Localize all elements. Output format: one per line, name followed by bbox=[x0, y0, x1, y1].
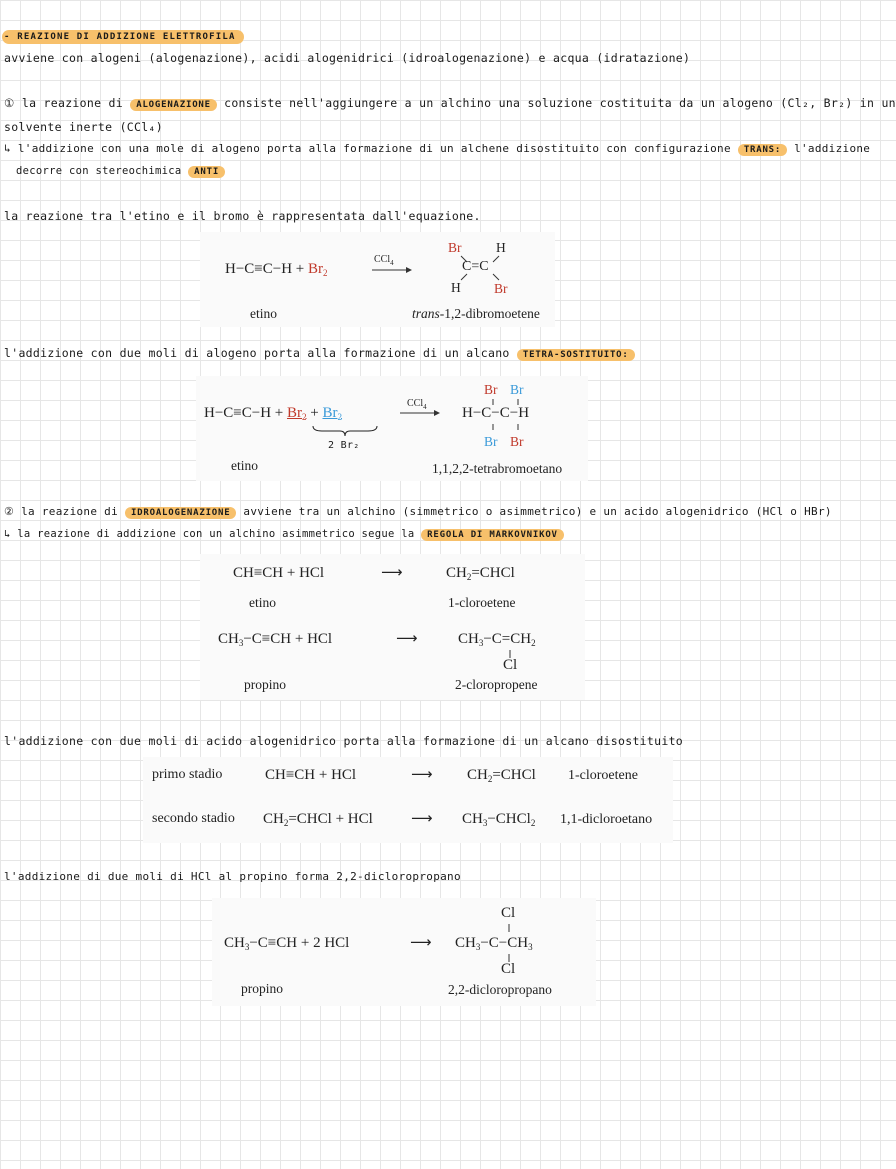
stage-1-label: primo stadio bbox=[152, 767, 223, 782]
eq1-bond-lines bbox=[455, 252, 505, 282]
stage-2-right-mid: −CHCl bbox=[487, 811, 531, 827]
eq6-left bbox=[224, 935, 349, 952]
eq2-bot-br-1: Br bbox=[484, 434, 498, 449]
eq2-top-br-1: Br bbox=[484, 382, 498, 397]
tetra-line bbox=[4, 346, 635, 360]
eq1-catalyst-sub: 4 bbox=[390, 259, 394, 267]
keyword-idroalogenazione: IDROALOGENAZIONE bbox=[125, 507, 237, 519]
eq2-label-left: etino bbox=[231, 458, 258, 473]
eq4-left-pre: CH bbox=[218, 631, 239, 647]
eq4-right-sub2: 2 bbox=[531, 638, 536, 648]
text-fragment: la reazione di bbox=[21, 505, 119, 518]
eq1-prod-core: C=C bbox=[462, 259, 489, 274]
eq6-bond-top bbox=[508, 923, 512, 933]
dual-addition-line: l'addizione con due moli di acido alogenidrico porta alla formazione di un alcano disostituito bbox=[4, 734, 684, 748]
eq2-bond-lines bbox=[484, 397, 534, 433]
eq4-right-sub: 3 bbox=[478, 638, 484, 648]
stage-1-right-pre: CH bbox=[467, 767, 488, 783]
stage-1-left: CH≡CH + HCl bbox=[265, 767, 357, 783]
alogenazione-line-2: solvente inerte (CCl₄) bbox=[4, 120, 163, 134]
eq2-bromine-b bbox=[322, 405, 342, 421]
eq6-chlorine-bottom: Cl bbox=[501, 961, 516, 977]
eq2-bromine-a bbox=[287, 405, 307, 421]
eq6-left-sub: 3 bbox=[244, 942, 250, 952]
text-fragment: ↳ la reazione di addizione con un alchino asimmetrico segue la bbox=[4, 528, 415, 540]
eq1-reactants bbox=[225, 261, 328, 278]
stage-2-left-post: =CHCl + HCl bbox=[288, 811, 373, 827]
text-fragment: avviene tra un alchino (simmetrico o asimmetrico) e un acido alogenidrico (HCl o HBr) bbox=[243, 505, 832, 518]
eq6-chlorine-top: Cl bbox=[501, 905, 516, 921]
eq6-label-right: 2,2-dicloropropano bbox=[448, 982, 552, 997]
title-highlight: - REAZIONE DI ADDIZIONE ELETTROFILA bbox=[2, 30, 244, 44]
eq6-right-pre: CH bbox=[455, 935, 476, 951]
eq2-br-a-symbol: Br bbox=[287, 405, 303, 421]
eq3-left: CH≡CH + HCl bbox=[233, 565, 325, 581]
stage-2-arrow: ⟶ bbox=[411, 809, 433, 827]
eq2-ethyne: H−C≡C−H + bbox=[204, 405, 288, 421]
text-fragment: ↳ l'addizione con una mole di alogeno porta alla formazione di un alchene disostituito con configurazione bbox=[4, 142, 731, 155]
page-title bbox=[2, 28, 244, 42]
eq3-label-right: 1-cloroetene bbox=[448, 595, 516, 610]
eq6-right-mid: −C−CH bbox=[480, 935, 529, 951]
eq2-label-right: 1,1,2,2-tetrabromoetano bbox=[432, 461, 563, 476]
eq1-prod-br-top: Br bbox=[448, 240, 462, 255]
eq6-left-pre: CH bbox=[224, 935, 245, 951]
keyword-tetra-sostituito: TETRA-SOSTITUITO: bbox=[517, 349, 635, 361]
eq1-prod-h-top: H bbox=[496, 240, 506, 255]
eq3-right-pre: CH bbox=[446, 565, 467, 581]
intro-line: avviene con alogeni (alogenazione), acidi alogenidrici (idroalogenazione) e acqua (idratazione) bbox=[4, 51, 691, 65]
eq4-right-mid: −C=CH bbox=[483, 631, 532, 647]
eq6-left-post: −C≡CH + 2 HCl bbox=[249, 935, 350, 951]
eq1-label-rest: -1,2-dibromoetene bbox=[439, 306, 540, 321]
eq1-catalyst-text: CCl bbox=[374, 254, 391, 265]
eq1-bromine-sub: 2 bbox=[323, 268, 328, 278]
eq1-bromine bbox=[308, 261, 328, 277]
stage-2-left-sub: 2 bbox=[283, 818, 289, 828]
alogenazione-line-4 bbox=[16, 165, 225, 177]
eq3-label-left: etino bbox=[249, 595, 276, 610]
eq4-left-post: −C≡CH + HCl bbox=[243, 631, 333, 647]
keyword-alogenazione: ALOGENAZIONE bbox=[130, 99, 217, 111]
eq2-catalyst-text: CCl bbox=[407, 398, 424, 409]
eq2-product-core: H−C−C−H bbox=[462, 405, 530, 421]
stage-2-label: secondo stadio bbox=[152, 811, 235, 826]
eq6-arrow: ⟶ bbox=[410, 933, 432, 951]
text-fragment: la reazione di bbox=[21, 96, 123, 110]
propyne-line: l'addizione di due moli di HCl al propino forma 2,2-dicloropropano bbox=[4, 870, 461, 883]
step-number-1: ① bbox=[4, 96, 15, 110]
text-fragment: l'addizione bbox=[794, 142, 871, 155]
eq1-prod-br-bottom: Br bbox=[494, 281, 508, 296]
stage-2-right-pre: CH bbox=[462, 811, 483, 827]
eq2-br-a-sub: 2 bbox=[302, 412, 307, 422]
stage-1-right-sub: 2 bbox=[487, 774, 493, 784]
eq1-label-italic: trans bbox=[412, 306, 440, 321]
eq2-brace-note: 2 Br₂ bbox=[328, 440, 360, 451]
alogenazione-line-1 bbox=[4, 96, 896, 110]
stage-2-name: 1,1-dicloroetano bbox=[560, 812, 653, 827]
stage-1-right bbox=[467, 767, 536, 784]
stage-2-right bbox=[462, 811, 535, 828]
eq2-reactants bbox=[204, 405, 342, 422]
eq2-br-b-sub: 2 bbox=[337, 412, 342, 422]
eq2-catalyst-sub: 4 bbox=[423, 403, 427, 411]
eq3-right-post: =CHCl bbox=[471, 565, 515, 581]
eq2-arrow bbox=[400, 409, 440, 417]
eq4-label-left: propino bbox=[244, 677, 286, 692]
eq1-arrow bbox=[372, 266, 412, 274]
eq2-bot-br-2: Br bbox=[510, 434, 524, 449]
eq6-right-sub2: 3 bbox=[528, 942, 533, 952]
eq1-prod-h-bottom: H bbox=[451, 280, 461, 295]
brace-icon bbox=[312, 424, 378, 438]
eq3-arrow: ⟶ bbox=[381, 563, 403, 581]
eq1-ethyne: H−C≡C−H + bbox=[225, 261, 309, 277]
stage-2-left bbox=[263, 811, 373, 828]
eq1-label-right bbox=[412, 306, 540, 322]
text-fragment: decorre con stereochimica bbox=[16, 165, 182, 177]
eq4-chlorine: Cl bbox=[503, 657, 518, 673]
stage-2-right-sub: 3 bbox=[482, 818, 488, 828]
eq2-plus: + bbox=[306, 405, 323, 421]
stage-1-name: 1-cloroetene bbox=[568, 768, 638, 783]
text-fragment: consiste nell'aggiungere a un alchino una soluzione costituita da un alogeno (Cl₂, Br₂) in un bbox=[224, 96, 896, 110]
eq4-arrow: ⟶ bbox=[396, 629, 418, 647]
eq4-left-sub: 3 bbox=[238, 638, 244, 648]
eq6-label-left: propino bbox=[241, 981, 283, 996]
keyword-trans: TRANS: bbox=[738, 144, 787, 156]
stage-1-arrow: ⟶ bbox=[411, 765, 433, 783]
eq6-right-sub: 3 bbox=[475, 942, 481, 952]
stage-2-right-sub2: 2 bbox=[530, 818, 536, 828]
eq1-bromine-symbol: Br bbox=[308, 261, 324, 277]
equation-intro: la reazione tra l'etino e il bromo è rappresentata dall'equazione. bbox=[4, 209, 481, 223]
alogenazione-line-3 bbox=[4, 142, 870, 155]
eq1-label-left: etino bbox=[250, 306, 277, 321]
eq2-top-br-2: Br bbox=[510, 382, 524, 397]
eq3-right-sub: 2 bbox=[466, 572, 472, 582]
eq6-right bbox=[455, 935, 533, 952]
eq2-br-b-symbol: Br bbox=[322, 405, 338, 421]
keyword-anti: ANTI bbox=[188, 166, 225, 178]
stage-1-right-post: =CHCl bbox=[492, 767, 536, 783]
idroalogenazione-line-1 bbox=[4, 505, 832, 518]
eq4-label-right: 2-cloropropene bbox=[455, 677, 538, 692]
step-number-2: ② bbox=[4, 505, 15, 518]
text-fragment: l'addizione con due moli di alogeno porta alla formazione di un alcano bbox=[4, 346, 510, 360]
stage-2-left-pre: CH bbox=[263, 811, 284, 827]
eq4-right-pre: CH bbox=[458, 631, 479, 647]
eq3-right bbox=[446, 565, 515, 582]
eq4-right bbox=[458, 631, 536, 648]
idroalogenazione-line-2 bbox=[4, 528, 564, 540]
keyword-markovnikov: REGOLA DI MARKOVNIKOV bbox=[421, 529, 564, 541]
eq4-left bbox=[218, 631, 332, 648]
